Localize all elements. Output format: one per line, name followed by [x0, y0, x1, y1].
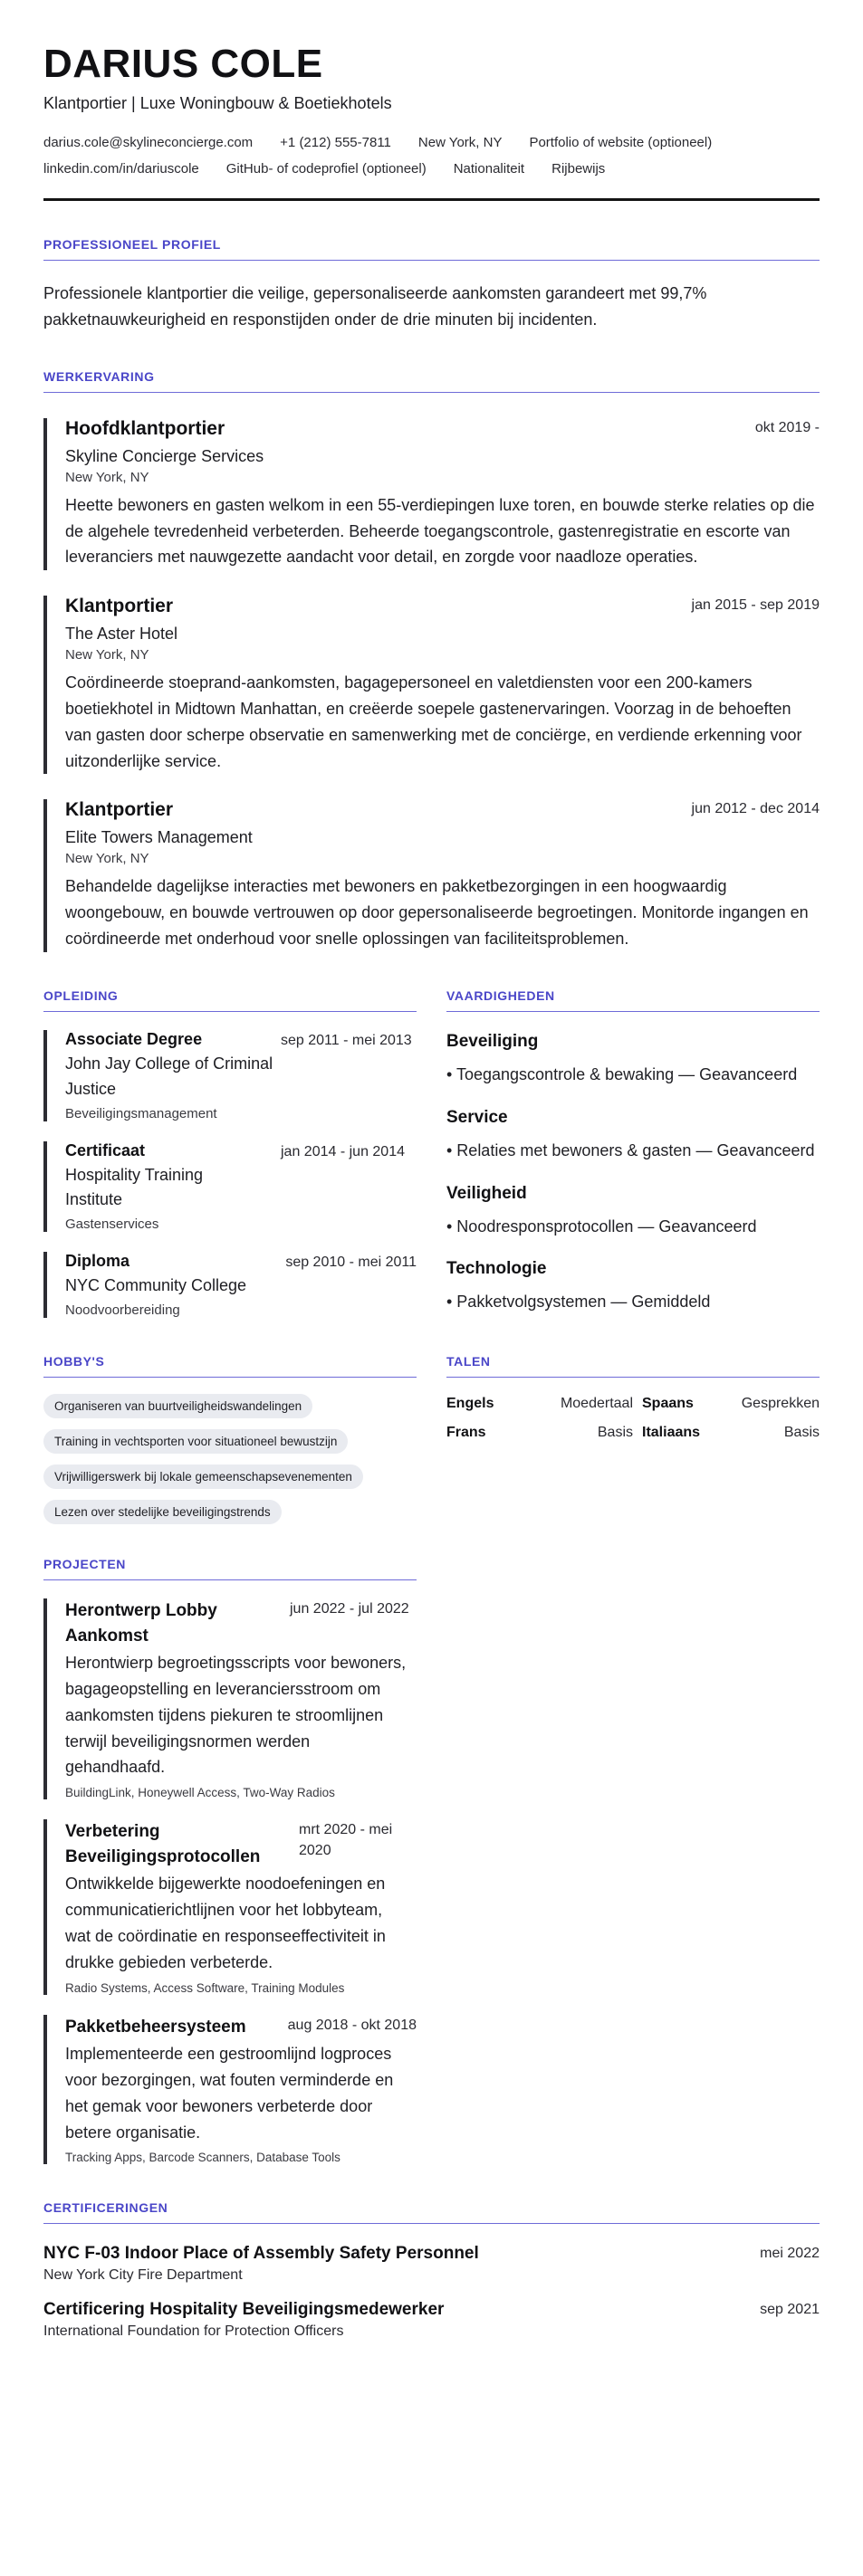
language-level: Basis [597, 1425, 633, 1441]
section-title-skills: VAARDIGHEDEN [446, 987, 555, 1003]
skill-item: • Pakketvolgsystemen — Gemiddeld [446, 1293, 711, 1312]
language-level: Basis [783, 1425, 820, 1441]
language-item [446, 1396, 633, 1412]
resume-header [43, 43, 820, 201]
job-description: Coördineerde stoeprand-aankomsten, bagagepersoneel en valetdiensten voor een 200-kamers boetiekhotel in Midtown Manhattan, en creëerde soepele gastenervaringen. Voorzag in de behoeften van gasten door scherpe observatie en samenwerking met de conciërge, en verdiende erkenning voor uitzonderlijke service. [65, 673, 802, 770]
skill-group [446, 1259, 820, 1315]
job-company: Skyline Concierge Services [65, 446, 264, 465]
languages-section [446, 1354, 820, 1535]
section-divider [43, 1579, 417, 1580]
experience-section [43, 369, 820, 952]
language-name: Engels [446, 1396, 494, 1412]
experience-item [43, 596, 820, 774]
skill-item: • Toegangscontrole & bewaking — Geavanceerd [446, 1064, 798, 1083]
education-dates: jan 2014 - jun 2014 [281, 1143, 405, 1159]
job-description: Heette bewoners en gasten welkom in een 55-verdiepingen luxe toren, en bouwde sterke relaties op die de algehele tevredenheid verbeterden. Beheerde toegangscontrole, gastenregistratie en escorte van leveranciers met nauwgezette aandacht voor detail, en zorgde voor naadloze operaties. [65, 495, 815, 567]
hobby-chip: Organiseren van buurtveiligheidswandelingen [43, 1394, 312, 1418]
education-dates: sep 2010 - mei 2011 [285, 1255, 417, 1271]
contact-phone: +1 (212) 555-7811 [280, 135, 391, 151]
job-company: The Aster Hotel [65, 625, 178, 644]
skill-category: Veiligheid [446, 1183, 527, 1203]
project-dates: aug 2018 - okt 2018 [287, 2017, 417, 2033]
section-divider [43, 260, 820, 261]
experience-item [43, 418, 820, 570]
section-title-experience: WERKERVARING [43, 368, 155, 384]
section-divider [43, 1011, 417, 1012]
education-item [43, 1141, 417, 1233]
job-dates: okt 2019 - [754, 419, 820, 435]
skill-category: Technologie [446, 1259, 547, 1279]
section-divider [43, 1377, 417, 1378]
education-field: Gastenservices [65, 1216, 159, 1233]
job-location: New York, NY [65, 647, 149, 663]
section-divider [43, 2223, 820, 2224]
skill-group [446, 1108, 820, 1164]
contact-portfolio: Portfolio of website (optioneel) [529, 135, 713, 151]
certification-date: mei 2022 [760, 2246, 820, 2262]
skill-item: • Noodresponsprotocollen — Geavanceerd [446, 1216, 757, 1236]
section-title-education: OPLEIDING [43, 987, 119, 1003]
hobby-list [43, 1394, 417, 1535]
hobby-chip: Training in vechtsporten voor situationeel bewustzijn [43, 1429, 348, 1454]
skills-section [446, 988, 820, 1318]
job-title: Klantportier [65, 799, 174, 821]
hobbies-languages-row [43, 1354, 820, 1535]
profile-section [43, 237, 820, 333]
language-name: Spaans [642, 1396, 694, 1412]
project-item [43, 1819, 417, 1994]
certification-date: sep 2021 [760, 2302, 820, 2318]
certification-item [43, 2244, 820, 2284]
skill-item: • Relaties met bewoners & gasten — Geavanceerd [446, 1140, 815, 1159]
language-name: Frans [446, 1425, 486, 1441]
education-degree: Associate Degree [65, 1029, 203, 1048]
education-field: Noodvoorbereiding [65, 1302, 180, 1319]
profile-summary: Professionele klantportier die veilige, gepersonaliseerde aankomsten garandeert met 99,7% pakketnauwkeurigheid en responstijden onder de drie minuten bij incidenten. [43, 284, 707, 329]
hobby-chip: Vrijwilligerswerk bij lokale gemeenschapsevenementen [43, 1465, 363, 1489]
education-item [43, 1252, 417, 1318]
job-dates: jun 2012 - dec 2014 [691, 801, 820, 817]
contact-email: darius.cole@skylineconcierge.com [43, 135, 254, 151]
language-row [446, 1396, 820, 1412]
project-name: Pakketbeheersysteem [65, 2017, 246, 2037]
section-title-certifications: CERTIFICERINGEN [43, 2200, 168, 2216]
project-name: Herontwerp Lobby Aankomst [65, 1601, 217, 1646]
section-title-languages: TALEN [446, 1354, 491, 1369]
header-divider [43, 198, 820, 201]
hobbies-section [43, 1354, 417, 1535]
contact-linkedin: linkedin.com/in/dariuscole [43, 161, 199, 177]
education-section [43, 988, 417, 1318]
contact-info [43, 135, 820, 177]
education-school: John Jay College of Criminal Justice [65, 1054, 273, 1098]
job-title: Klantportier [65, 596, 174, 617]
skill-group [446, 1032, 820, 1088]
language-item [633, 1425, 820, 1441]
education-item [43, 1030, 417, 1121]
project-dates: jun 2022 - jul 2022 [290, 1601, 409, 1617]
skill-group [446, 1184, 820, 1240]
job-title: Hoofdklantportier [65, 417, 225, 439]
section-divider [446, 1377, 820, 1378]
project-tech: Radio Systems, Access Software, Training Modules [65, 1980, 345, 1995]
language-row [446, 1425, 820, 1441]
project-dates: mrt 2020 - mei 2020 [299, 1822, 393, 1859]
contact-nationality: Nationaliteit [453, 161, 525, 177]
education-field: Beveiligingsmanagement [65, 1105, 217, 1121]
candidate-headline: Klantportier | Luxe Woningbouw & Boetiekhotels [43, 94, 392, 113]
projects-section [43, 1557, 417, 2164]
project-description: Ontwikkelde bijgewerkte noodoefeningen en communicatierichtlijnen voor het lobbyteam, wat de coördinatie en responseeffectiviteit in drukke gebieden verbeterde. [65, 1875, 386, 1971]
contact-github: GitHub- of codeprofiel (optioneel) [225, 161, 427, 177]
skill-category: Service [446, 1107, 508, 1127]
certification-name: Certificering Hospitality Beveiligingsmedewerker [43, 2300, 445, 2320]
certifications-section [43, 2200, 820, 2340]
language-level: Gesprekken [741, 1396, 820, 1412]
skill-category: Beveiliging [446, 1031, 539, 1051]
project-item [43, 2015, 417, 2165]
certification-name: NYC F-03 Indoor Place of Assembly Safety Personnel [43, 2244, 479, 2264]
hobby-chip: Lezen over stedelijke beveiligingstrends [43, 1500, 282, 1524]
project-description: Herontwierp begroetingsscripts voor bewoners, bagageopstelling en leveranciersstroom om aankomsten tijdens piekuren te stroomlijnen terwijl beveiligingsnormen werden gehandhaafd. [65, 1654, 407, 1777]
contact-location: New York, NY [417, 135, 503, 151]
language-item [633, 1396, 820, 1412]
education-dates: sep 2011 - mei 2013 [281, 1032, 412, 1048]
certification-item [43, 2300, 820, 2340]
language-list [446, 1396, 820, 1441]
job-dates: jan 2015 - sep 2019 [691, 597, 820, 614]
job-description: Behandelde dagelijkse interacties met bewoners en pakketbezorgingen in een hoogwaardig woongebouw, en bouwde vertrouwen op door gepersonaliseerde begroetingen. Monitorde ingangen en coördineerde met onderhoud voor snelle oplossingen van faciliteitsproblemen. [65, 877, 809, 948]
education-degree: Diploma [65, 1252, 130, 1271]
section-divider [43, 392, 820, 393]
project-tech: BuildingLink, Honeywell Access, Two-Way Radios [65, 1786, 335, 1800]
language-name: Italiaans [642, 1425, 701, 1441]
section-title-profile: PROFESSIONEEL PROFIEL [43, 237, 221, 253]
section-divider [446, 1011, 820, 1012]
contact-license: Rijbewijs [551, 161, 606, 177]
project-description: Implementeerde een gestroomlijnd logproces voor bezorgingen, wat fouten verminderde en het gemak voor bewoners verbeterde door betere organisatie. [65, 2045, 394, 2142]
education-degree: Certificaat [65, 1140, 146, 1159]
candidate-name: DARIUS COLE [43, 42, 323, 86]
section-title-hobbies: HOBBY'S [43, 1354, 105, 1369]
certification-issuer: International Foundation for Protection Officers [43, 2323, 344, 2340]
education-school: NYC Community College [65, 1276, 247, 1295]
language-item [446, 1425, 633, 1441]
project-name: Verbetering Beveiligingsprotocollen [65, 1822, 261, 1866]
certification-issuer: New York City Fire Department [43, 2267, 243, 2284]
job-location: New York, NY [65, 469, 149, 485]
job-location: New York, NY [65, 851, 149, 867]
project-item [43, 1598, 417, 1799]
education-school: Hospitality Training Institute [65, 1165, 204, 1209]
education-skills-row [43, 988, 820, 1318]
job-company: Elite Towers Management [65, 828, 253, 847]
project-tech: Tracking Apps, Barcode Scanners, Database Tools [65, 2151, 340, 2165]
language-level: Moedertaal [560, 1396, 633, 1412]
section-title-projects: PROJECTEN [43, 1557, 126, 1572]
experience-item [43, 799, 820, 951]
